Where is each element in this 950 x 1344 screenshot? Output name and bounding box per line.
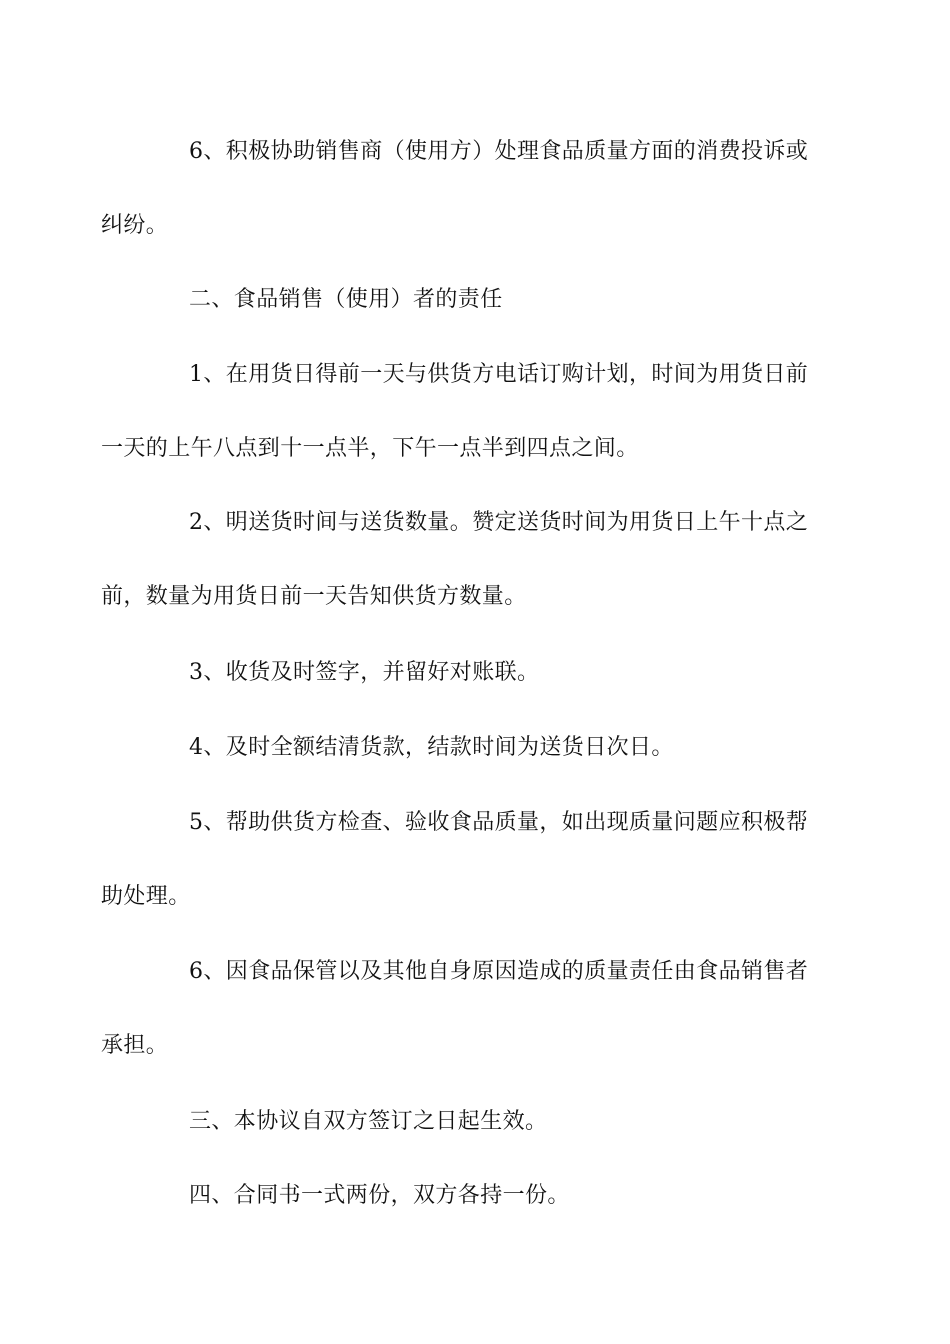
- text-line: 四、合同书一式两份，双方各持一份。: [189, 1183, 570, 1208]
- text-line: 1、在用货日得前一天与供货方电话订购计划，时间为用货日前: [189, 362, 809, 387]
- text-line: 4、及时全额结清货款，结款时间为送货日次日。: [189, 735, 674, 760]
- paragraph-seller-item-3: [145, 636, 810, 710]
- paragraph-seller-item-4: [145, 711, 810, 785]
- section-heading-effective-date: [145, 1085, 810, 1159]
- text-line: 一天的上午八点到十一点半，下午一点半到四点之间。: [101, 436, 639, 461]
- text-line: 6、积极协助销售商（使用方）处理食品质量方面的消费投诉或: [189, 139, 809, 164]
- text-line: 三、本协议自双方签订之日起生效。: [189, 1109, 548, 1134]
- text-line: 3、收货及时签字，并留好对账联。: [189, 660, 540, 685]
- text-line: 5、帮助供货方检查、验收食品质量，如出现质量问题应积极帮: [189, 810, 809, 835]
- text-line: 前，数量为用货日前一天告知供货方数量。: [101, 584, 527, 609]
- text-line: 二、食品销售（使用）者的责任: [189, 287, 503, 312]
- paragraph-seller-item-1: [101, 338, 810, 486]
- text-line: 承担。: [101, 1033, 169, 1058]
- paragraph-seller-item-2: [101, 486, 810, 634]
- section-heading-copies: [145, 1159, 810, 1233]
- paragraph-seller-item-5: [101, 786, 810, 934]
- paragraph-supplier-item-6: [101, 115, 810, 263]
- paragraph-seller-item-6: [101, 935, 810, 1083]
- text-line: 助处理。: [101, 884, 191, 909]
- text-line: 2、明送货时间与送货数量。赞定送货时间为用货日上午十点之: [189, 510, 809, 535]
- text-line: 纠纷。: [101, 213, 169, 238]
- section-heading-seller-duties: [145, 263, 810, 337]
- text-line: 6、因食品保管以及其他自身原因造成的质量责任由食品销售者: [189, 959, 809, 984]
